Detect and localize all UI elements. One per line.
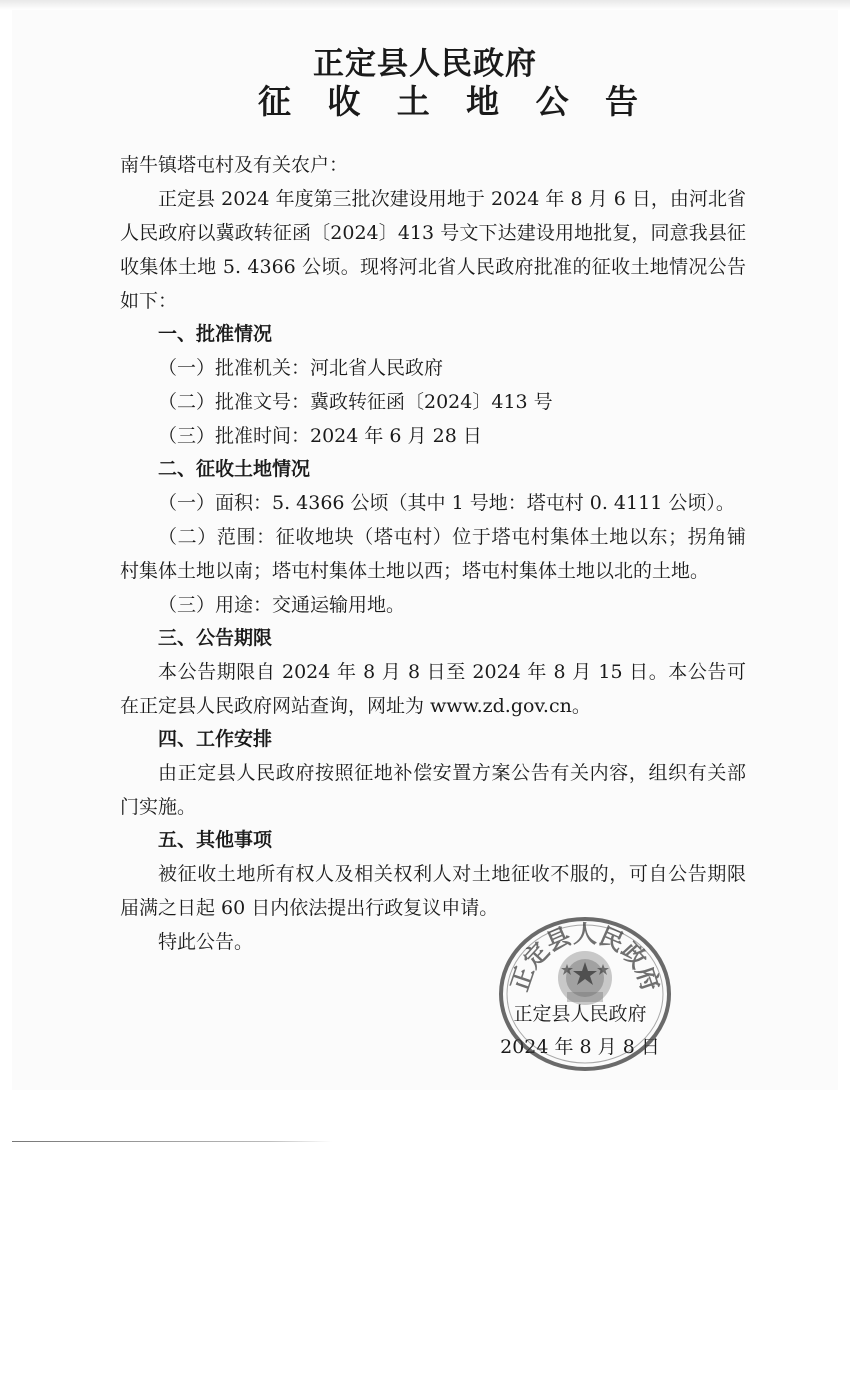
national-emblem-seal-icon	[497, 912, 673, 1072]
addressee: 南牛镇塔屯村及有关农户：	[120, 154, 349, 176]
notice-title-char: 征	[258, 82, 291, 121]
seal-text: 正定县人民政府	[505, 920, 665, 995]
signature-date: 2024 年 8 月 8 日	[500, 1036, 660, 1058]
notice-title	[258, 80, 638, 124]
section-heading-approval: 一、批准情况	[158, 323, 273, 345]
approval-item: （一）批准机关：河北省人民政府	[158, 357, 444, 379]
scan-edge-line	[12, 1141, 332, 1142]
approval-item: （二）批准文号：冀政转征函〔2024〕413 号	[158, 391, 553, 413]
land-item: （二）范围：征收地块（塔屯村）位于塔屯村集体土地以东；拐角铺村集体土地以南；塔屯村集体土地以西；塔屯村集体土地以北的土地。	[120, 526, 746, 582]
notice-title-char: 告	[604, 82, 638, 121]
notice-title-char: 公	[535, 82, 569, 121]
land-item: （三）用途：交通运输用地。	[158, 594, 406, 616]
signature-org: 正定县人民政府	[513, 1003, 647, 1025]
notice-body	[120, 148, 746, 959]
section-heading-other: 五、其他事项	[158, 829, 273, 851]
other-paragraph: 被征收土地所有权人及相关权利人对土地征收不服的，可自公告期限届满之日起 60 日内依法提出行政复议申请。	[120, 863, 746, 919]
land-item: （一）面积：5. 4366 公顷（其中 1 号地：塔屯村 0. 4111 公顷）。	[158, 492, 735, 514]
notice-title-char: 收	[327, 82, 361, 121]
approval-item: （三）批准时间：2024 年 6 月 28 日	[158, 425, 482, 447]
closing-line: 特此公告。	[158, 931, 254, 953]
notice-title-char: 地	[466, 82, 500, 121]
period-paragraph: 本公告期限自 2024 年 8 月 8 日至 2024 年 8 月 15 日。本公告可在正定县人民政府网站查询，网址为 www.zd.gov.cn。	[120, 661, 746, 717]
scan-top-edge	[0, 0, 850, 10]
notice-title-char: 土	[396, 82, 430, 121]
issuer-title: 正定县人民政府	[313, 46, 537, 82]
section-heading-work: 四、工作安排	[158, 728, 273, 750]
intro-paragraph: 正定县 2024 年度第三批次建设用地于 2024 年 8 月 6 日，由河北省人民政府以冀政转征函〔2024〕413 号文下达建设用地批复，同意我县征收集体土地 5. 4366 公顷。现将河北省人民政府批准的征收土地情况公告如下：	[120, 188, 746, 312]
work-paragraph: 由正定县人民政府按照征地补偿安置方案公告有关内容，组织有关部门实施。	[120, 762, 746, 818]
section-heading-land: 二、征收土地情况	[158, 458, 311, 480]
section-heading-period: 三、公告期限	[158, 627, 273, 649]
